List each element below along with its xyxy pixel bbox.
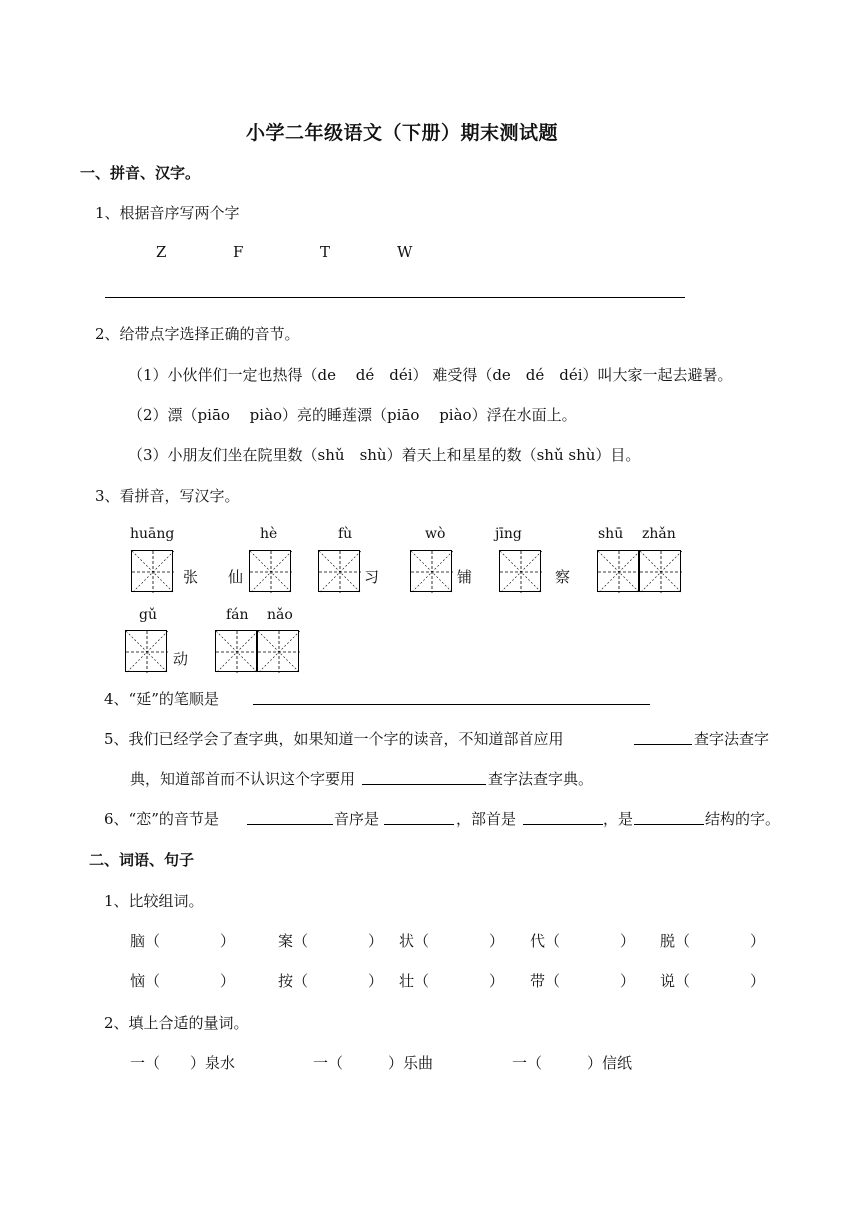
- word-pair-tuo: 脱（ ）: [660, 932, 766, 950]
- tian-grid-box[interactable]: [597, 550, 639, 592]
- char-cha: 察: [555, 568, 571, 586]
- s2-q1-prompt: 1、比较组词。: [104, 892, 204, 910]
- q3-prompt: 3、看拼音，写汉字。: [95, 487, 240, 505]
- q4-prompt: 4、“延”的笔顺是: [104, 690, 219, 708]
- pinyin-nao: nǎo: [267, 607, 293, 623]
- q1-answer-line[interactable]: [105, 297, 685, 298]
- q1-prompt: 1、根据音序写两个字: [95, 204, 240, 222]
- tian-grid-box[interactable]: [410, 550, 452, 592]
- word-pair-zhuang: 状（ ）: [399, 932, 505, 950]
- q6-part-5: 结构的字。: [705, 810, 781, 828]
- word-pair-nao2: 恼（ ）: [130, 972, 236, 990]
- char-pu: 铺: [457, 568, 473, 586]
- tian-grid-box[interactable]: [499, 550, 541, 592]
- q2-item-2: （2）漂（piāo piào）亮的睡莲漂（piāo piào）浮在水面上。: [128, 406, 577, 424]
- q6-part-1: 6、“恋”的音节是: [104, 810, 219, 828]
- q5-line2-b: 查字法查字典。: [488, 770, 594, 788]
- q2-prompt: 2、给带点字选择正确的音节。: [95, 325, 300, 343]
- q6-part-4: ，是: [603, 810, 634, 828]
- page-title: 小学二年级语文（下册）期末测试题: [246, 122, 559, 144]
- tian-grid-box[interactable]: [249, 550, 291, 592]
- pinyin-fu: fù: [338, 526, 353, 542]
- pinyin-gu: gǔ: [139, 607, 157, 623]
- section1-heading: 一、拼音、汉字。: [80, 164, 201, 182]
- q6-blank-1[interactable]: [247, 824, 333, 825]
- q6-blank-3[interactable]: [523, 824, 603, 825]
- pinyin-wo: wò: [425, 526, 446, 542]
- q6-blank-4[interactable]: [634, 824, 704, 825]
- q5-line2-a: 典，知道部首而不认识这个字要用: [130, 770, 356, 788]
- q5-line1-a: 5、我们已经学会了查字典，如果知道一个字的读音，不知道部首应用: [104, 730, 564, 748]
- word-pair-an2: 按（ ）: [278, 972, 384, 990]
- word-pair-dai: 代（ ）: [530, 932, 636, 950]
- measure-word-item-2: 一（ ）乐曲: [313, 1054, 434, 1072]
- s2-q2-prompt: 2、填上合适的量词。: [104, 1014, 249, 1032]
- pinyin-shu: shū: [598, 526, 624, 542]
- pinyin-he: hè: [260, 526, 278, 542]
- char-xi: 习: [364, 568, 380, 586]
- pinyin-huang: huāng: [130, 526, 175, 542]
- q6-blank-2[interactable]: [384, 824, 454, 825]
- pinyin-zhan: zhǎn: [642, 526, 676, 542]
- word-pair-an: 案（ ）: [278, 932, 384, 950]
- section2-heading: 二、词语、句子: [89, 851, 195, 869]
- tian-grid-box[interactable]: [131, 550, 173, 592]
- word-pair-shuo: 说（ ）: [660, 972, 766, 990]
- word-pair-dai2: 带（ ）: [530, 972, 636, 990]
- q1-letter-z: Z: [156, 243, 167, 261]
- tian-grid-box[interactable]: [318, 550, 360, 592]
- measure-word-item-1: 一（ ）泉水: [130, 1054, 236, 1072]
- q6-part-2: 音序是: [334, 810, 380, 828]
- tian-grid-box[interactable]: [639, 550, 681, 592]
- q5-blank-2[interactable]: [362, 784, 486, 785]
- tian-grid-box[interactable]: [257, 630, 299, 672]
- char-xian: 仙: [228, 568, 244, 586]
- word-pair-nao: 脑（ ）: [130, 932, 236, 950]
- char-zhang: 张: [183, 568, 199, 586]
- q6-part-3: ，部首是: [456, 810, 517, 828]
- pinyin-jing: jīng: [495, 526, 522, 542]
- pinyin-fan: fán: [226, 607, 249, 623]
- q1-letter-f: F: [233, 243, 244, 261]
- tian-grid-box[interactable]: [125, 630, 167, 672]
- tian-grid-box[interactable]: [215, 630, 257, 672]
- measure-word-item-3: 一（ ）信纸: [512, 1054, 633, 1072]
- q2-item-3: （3）小朋友们坐在院里数（shǔ shù）着天上和星星的数（shǔ shù）目。: [128, 446, 641, 464]
- q2-item-1: （1）小伙伴们一定也热得（de dé déi） 难受得（de dé déi）叫大家一起去避暑。: [128, 366, 733, 384]
- q1-letter-w: W: [397, 243, 413, 261]
- char-dong: 动: [173, 650, 189, 668]
- q5-blank-1[interactable]: [634, 744, 692, 745]
- q1-letter-t: T: [320, 243, 331, 261]
- word-pair-zhuang2: 壮（ ）: [399, 972, 505, 990]
- q5-line1-b: 查字法查字: [694, 730, 770, 748]
- q4-answer-line[interactable]: [253, 704, 650, 705]
